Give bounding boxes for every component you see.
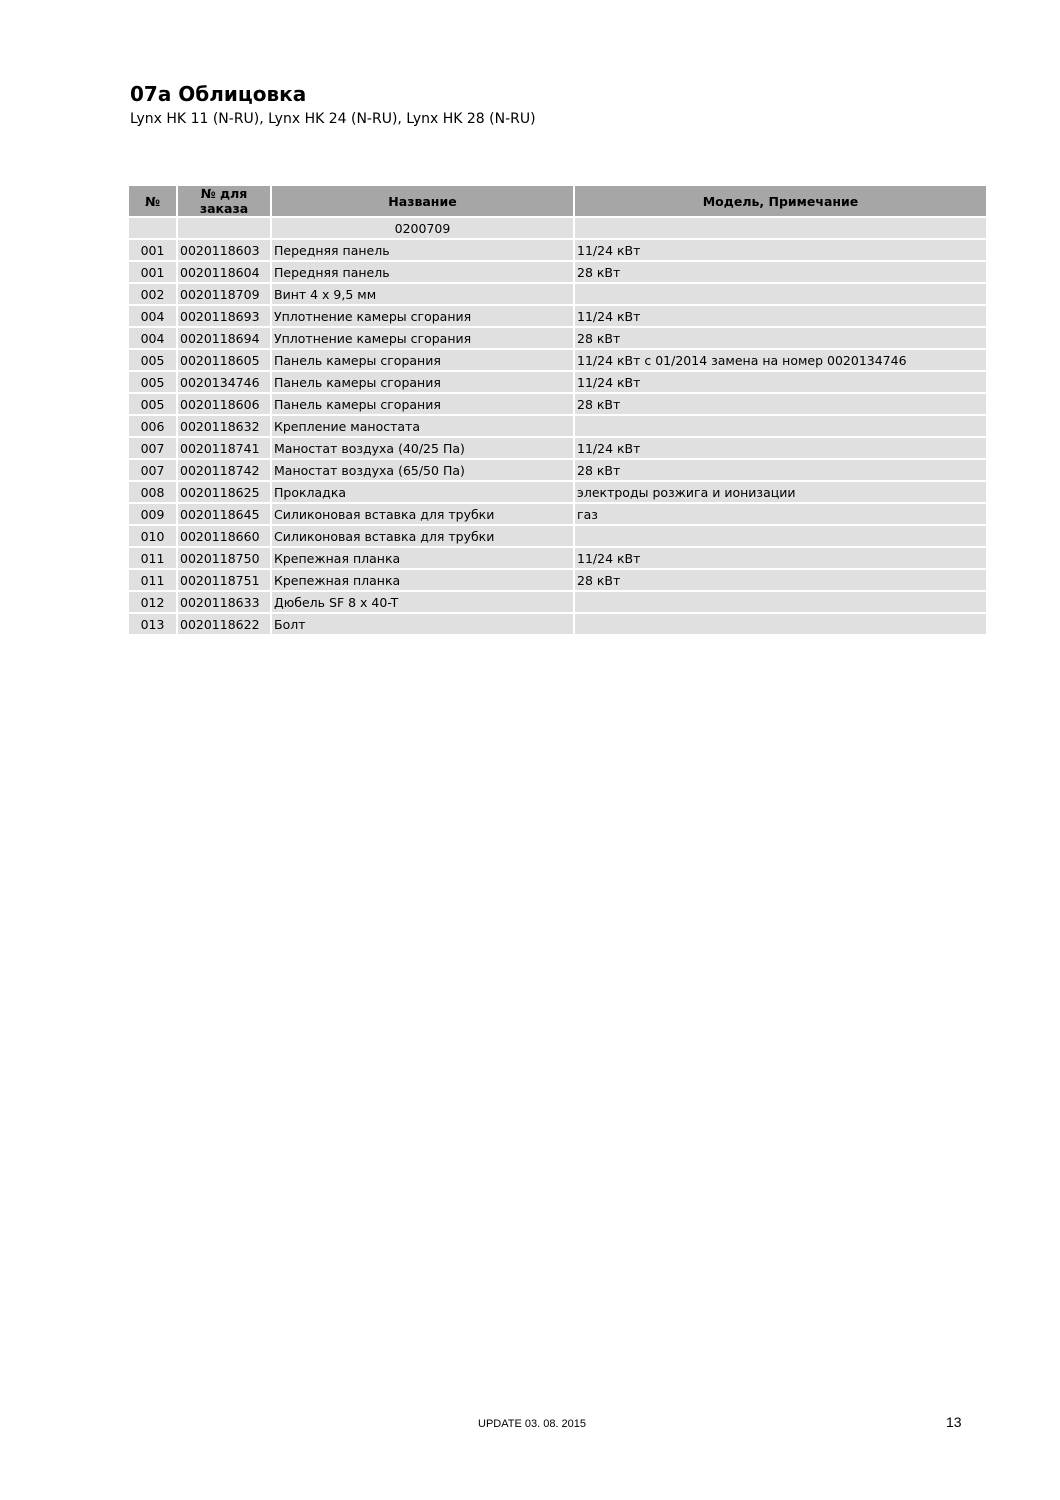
cell-order-number: 0020118742 — [178, 460, 270, 480]
cell-name: Панель камеры сгорания — [272, 350, 573, 370]
table-row — [129, 438, 986, 458]
cell-number: 007 — [129, 460, 176, 480]
cell-number: 010 — [129, 526, 176, 546]
cell-name: Панель камеры сгорания — [272, 394, 573, 414]
cell-model-note: 11/24 кВт c 01/2014 замена на номер 0020134746 — [575, 350, 986, 370]
footer-update-date: UPDATE 03. 08. 2015 — [478, 1418, 587, 1430]
cell-model-note: 28 кВт — [575, 570, 986, 590]
cell-name: Дюбель SF 8 x 40-T — [272, 592, 573, 612]
cell-order-number: 0020118645 — [178, 504, 270, 524]
cell-name: Уплотнение камеры сгорания — [272, 328, 573, 348]
table-row — [129, 548, 986, 568]
table-row — [129, 482, 986, 502]
cell-order-number: 0020118633 — [178, 592, 270, 612]
page-subtitle: Lynx HK 11 (N-RU), Lynx HK 24 (N-RU), Lynx HK 28 (N-RU) — [130, 111, 536, 127]
cell-model-note: 28 кВт — [575, 328, 986, 348]
cell-name: Крепежная планка — [272, 570, 573, 590]
cell-number: 005 — [129, 350, 176, 370]
cell-order-number: 0020118693 — [178, 306, 270, 326]
col-header-model-note: Модель, Примечание — [575, 186, 986, 216]
cell-name: Передняя панель — [272, 240, 573, 260]
table-row — [129, 504, 986, 524]
cell-model-note: 11/24 кВт — [575, 438, 986, 458]
cell-number: 004 — [129, 306, 176, 326]
cell-order-number: 0020118741 — [178, 438, 270, 458]
cell-name: Передняя панель — [272, 262, 573, 282]
empty-cell — [575, 218, 986, 238]
table-header-row — [129, 186, 986, 216]
cell-order-number: 0020118604 — [178, 262, 270, 282]
cell-number: 011 — [129, 570, 176, 590]
cell-model-note — [575, 614, 986, 634]
table-row — [129, 284, 986, 304]
col-header-number: № — [129, 186, 176, 216]
table-row — [129, 460, 986, 480]
table-row — [129, 328, 986, 348]
cell-number: 007 — [129, 438, 176, 458]
cell-name: Маностат воздуха (65/50 Па) — [272, 460, 573, 480]
group-row — [129, 218, 986, 238]
page-title: 07a Облицовка — [130, 82, 307, 106]
cell-order-number: 0020118606 — [178, 394, 270, 414]
cell-number: 001 — [129, 262, 176, 282]
cell-model-note — [575, 416, 986, 436]
cell-name: Маностат воздуха (40/25 Па) — [272, 438, 573, 458]
cell-name: Винт 4 x 9,5 мм — [272, 284, 573, 304]
cell-order-number: 0020118709 — [178, 284, 270, 304]
table-row — [129, 372, 986, 392]
cell-model-note: 28 кВт — [575, 460, 986, 480]
cell-number: 001 — [129, 240, 176, 260]
cell-name: Крепежная планка — [272, 548, 573, 568]
table-row — [129, 240, 986, 260]
cell-name: Болт — [272, 614, 573, 634]
cell-order-number: 0020134746 — [178, 372, 270, 392]
table-row — [129, 262, 986, 282]
cell-model-note: 11/24 кВт — [575, 240, 986, 260]
cell-model-note: электроды розжига и ионизации — [575, 482, 986, 502]
cell-model-note: 11/24 кВт — [575, 306, 986, 326]
table-row — [129, 306, 986, 326]
cell-name: Панель камеры сгорания — [272, 372, 573, 392]
cell-number: 011 — [129, 548, 176, 568]
table-row — [129, 614, 986, 634]
cell-order-number: 0020118751 — [178, 570, 270, 590]
cell-model-note: 11/24 кВт — [575, 548, 986, 568]
cell-order-number: 0020118632 — [178, 416, 270, 436]
empty-cell — [178, 218, 270, 238]
cell-order-number: 0020118660 — [178, 526, 270, 546]
cell-number: 006 — [129, 416, 176, 436]
cell-model-note: 28 кВт — [575, 394, 986, 414]
cell-model-note: газ — [575, 504, 986, 524]
cell-number: 004 — [129, 328, 176, 348]
table-row — [129, 416, 986, 436]
cell-model-note — [575, 284, 986, 304]
empty-cell — [129, 218, 176, 238]
cell-number: 005 — [129, 372, 176, 392]
group-label: 0200709 — [272, 218, 573, 238]
table-row — [129, 592, 986, 612]
cell-name: Уплотнение камеры сгорания — [272, 306, 573, 326]
parts-table — [127, 184, 988, 636]
table-row — [129, 526, 986, 546]
cell-name: Крепление маностата — [272, 416, 573, 436]
cell-model-note: 11/24 кВт — [575, 372, 986, 392]
cell-number: 012 — [129, 592, 176, 612]
cell-name: Силиконовая вставка для трубки — [272, 526, 573, 546]
page-number: 13 — [946, 1414, 962, 1430]
cell-order-number: 0020118694 — [178, 328, 270, 348]
cell-number: 002 — [129, 284, 176, 304]
col-header-order-number: № для заказа — [178, 186, 270, 216]
cell-model-note — [575, 526, 986, 546]
cell-order-number: 0020118622 — [178, 614, 270, 634]
cell-number: 008 — [129, 482, 176, 502]
table-row — [129, 350, 986, 370]
cell-number: 009 — [129, 504, 176, 524]
cell-order-number: 0020118603 — [178, 240, 270, 260]
cell-model-note — [575, 592, 986, 612]
cell-number: 013 — [129, 614, 176, 634]
cell-name: Прокладка — [272, 482, 573, 502]
col-header-name: Название — [272, 186, 573, 216]
cell-number: 005 — [129, 394, 176, 414]
cell-model-note: 28 кВт — [575, 262, 986, 282]
cell-order-number: 0020118605 — [178, 350, 270, 370]
cell-order-number: 0020118625 — [178, 482, 270, 502]
table-row — [129, 570, 986, 590]
cell-name: Силиконовая вставка для трубки — [272, 504, 573, 524]
table-row — [129, 394, 986, 414]
cell-order-number: 0020118750 — [178, 548, 270, 568]
